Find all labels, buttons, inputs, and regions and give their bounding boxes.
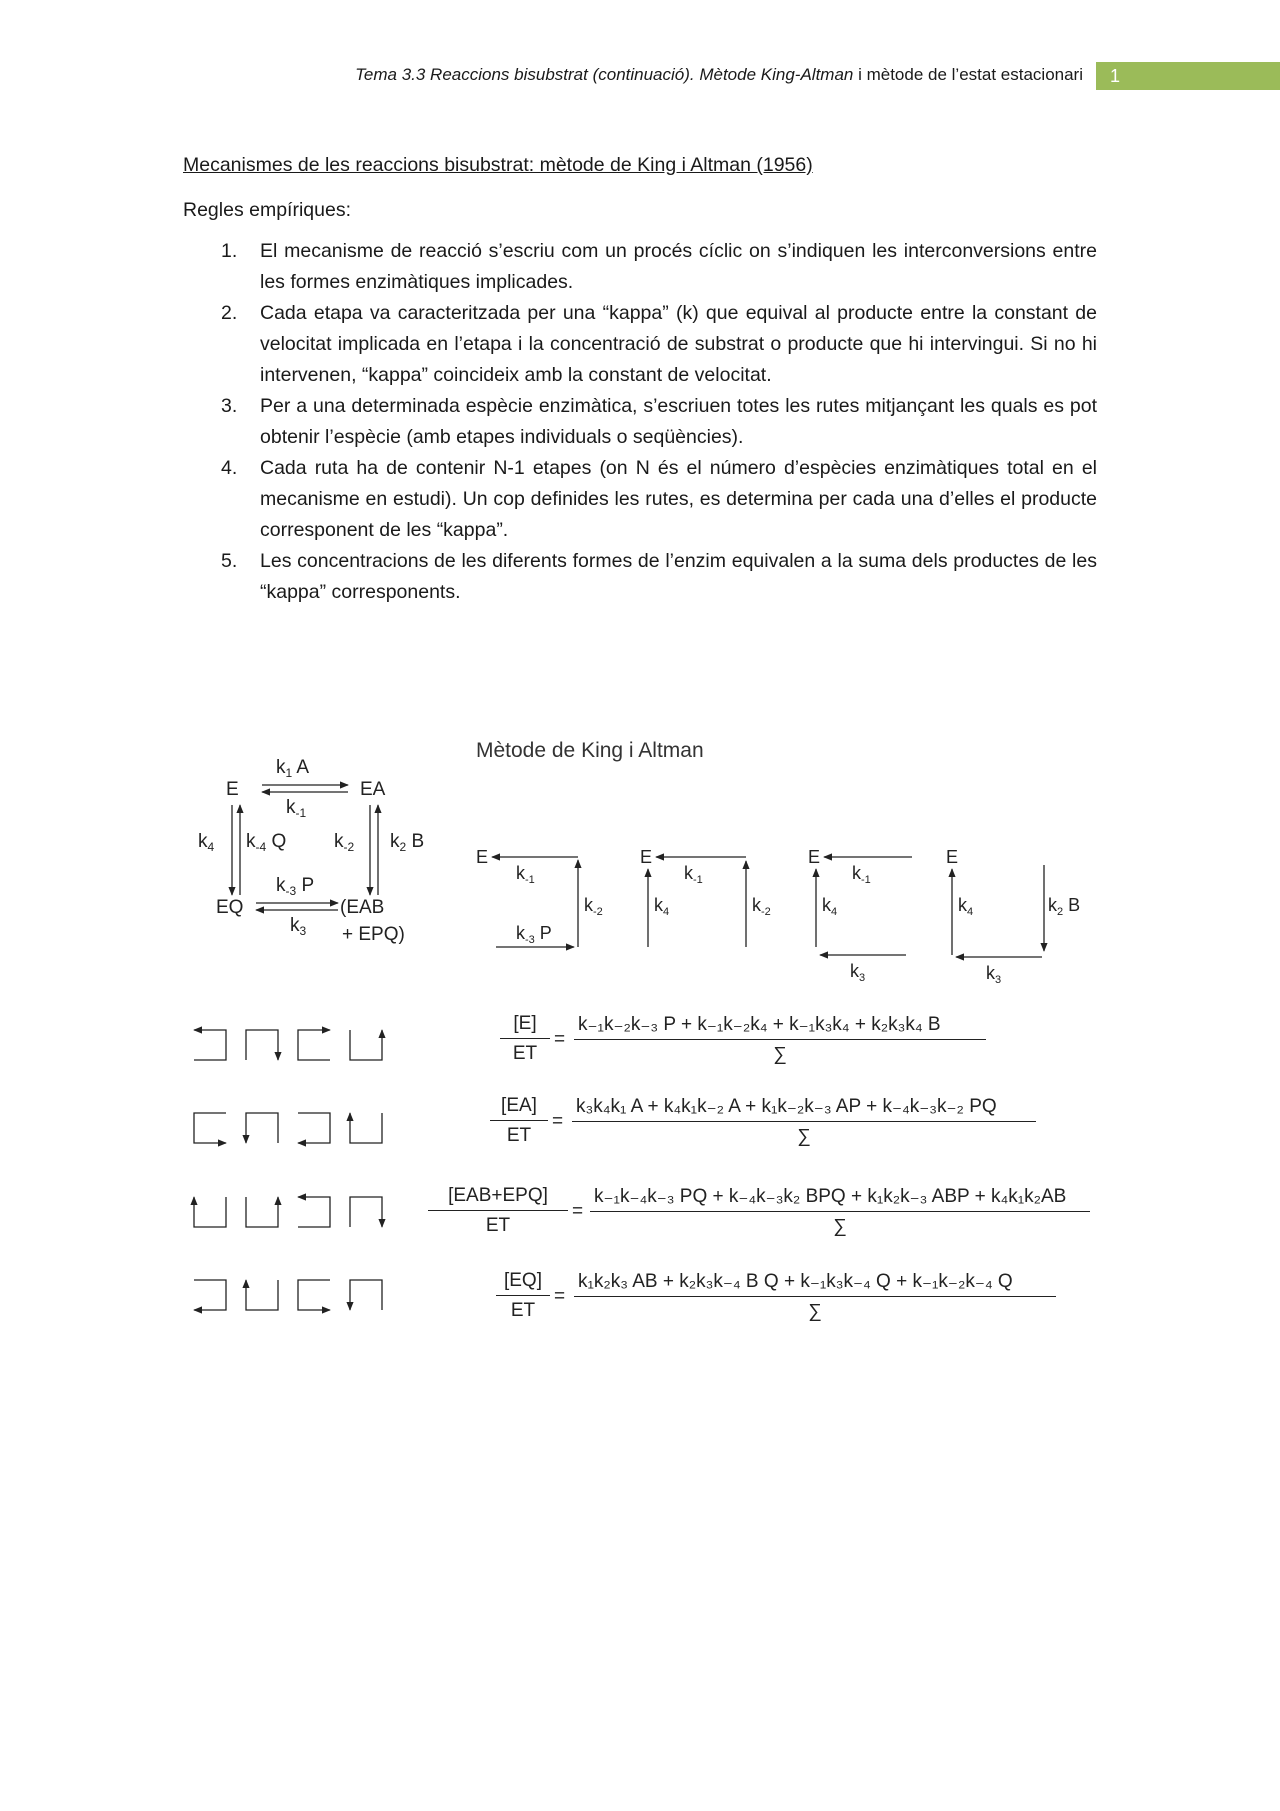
routes-to-e	[476, 847, 1080, 986]
svg-text:k-1: $k_{-1}$	[684, 863, 703, 886]
route-glyphs	[194, 1030, 382, 1310]
species-eq: EQ	[216, 897, 244, 918]
rate-label: $k_{-2}$	[334, 831, 355, 854]
rate-label: $k_{-1}$	[286, 797, 307, 820]
route-glyph-row	[194, 1113, 382, 1143]
page-number-badge: 1	[1096, 62, 1280, 90]
rule-text: El mecanisme de reacció s’escriu com un procés cíclic on s’indiquen les interconversions entre les formes enzimàtiques implicades.	[260, 240, 1097, 293]
rule-number: 3.	[221, 395, 238, 417]
equation-lhs: [E] ET	[500, 1013, 550, 1065]
rule-item	[183, 453, 1097, 546]
rate-label: $k_4$	[198, 831, 215, 854]
svg-text:k2 B: $k_2$ B	[1048, 895, 1081, 918]
king-altman-figure: Mètode de King i Altman E EA EQ (EAB + EPQ) $k_1$ A $k_{-1}$ $k_4$ $k_{-4}$ Q $k_{-2}$ $k_2$ B $k_{-3}$ P $k_3$ E $k_{-1}$ $k_{-2}$ $k_{-3}$ P E $k_{-1}$ $k_4$ $k_{-2}$ E $k_{-1}$ $k_4$ $k_3$ E $k_4$ $k_2$ B $k_3$ [E] ET = k₋₁k₋₂k₋₃ P + k₋₁k₋₂k₄ + k₋₁k₃k₄ + k₂k₃k₄ B ∑ [EA] ET = k₃k₄k₁ A + k₄k₁k₋₂ A + k₁k₋₂k₋₃ AP + k₋₄k₋₃k₋₂ PQ ∑ [EAB+EPQ] ET = k₋₁k₋₄k₋₃ PQ + k₋₄k₋₃k₂ BPQ + k₁k₂k₋₃ ABP + k₄k₁k₂AB ∑ [EQ] ET = k₁k₂k₃ AB + k₂k₃k₋₄ B Q + k₋₁k₃k₋₄ Q + k₋₁k₋₂k₋₄ Q ∑	[190, 735, 1090, 1355]
svg-text:k3: $k_3$	[986, 963, 1002, 986]
rule-text: Les concentracions de les diferents formes de l’enzim equivalen a la suma dels productes de les “kappa” corresponents.	[260, 550, 1097, 603]
svg-text:k-1: $k_{-1}$	[852, 863, 871, 886]
rule-text: Per a una determinada espècie enzimàtica, s’escriuen totes les rutes mitjançant les quals es pot obtenir l’espècie (amb etapes individuals o seqüències).	[260, 395, 1097, 448]
section-title: Mecanismes de les reaccions bisubstrat: mètode de King i Altman (1956)	[183, 154, 813, 176]
rule-number: 5.	[221, 550, 238, 572]
svg-text:E: E	[808, 847, 821, 867]
species-eab: (EAB	[340, 897, 385, 918]
header-title-rest: i mètode de l’estat estacionari	[853, 65, 1083, 84]
species-ea: EA	[360, 779, 386, 800]
svg-text:k-2: $k_{-2}$	[584, 895, 603, 918]
route-diagram	[476, 847, 603, 947]
svg-text:k-2: $k_{-2}$	[752, 895, 771, 918]
equation-lhs: [EAB+EPQ] ET	[428, 1185, 568, 1237]
rate-label: $k_1$ A	[276, 757, 310, 780]
rate-label: $k_{-3}$ P	[276, 875, 315, 898]
rule-number: 2.	[221, 302, 238, 324]
equation-rhs: k₁k₂k₃ AB + k₂k₃k₋₄ B Q + k₋₁k₃k₋₄ Q + k₋₁k₋₂k₋₄ Q ∑	[574, 1270, 1056, 1323]
equation-rhs: k₋₁k₋₄k₋₃ PQ + k₋₄k₋₃k₂ BPQ + k₁k₂k₋₃ ABP + k₄k₁k₂AB ∑	[590, 1185, 1090, 1238]
species-e: E	[226, 779, 239, 800]
rule-item	[183, 236, 1097, 298]
header-title-italic: Tema 3.3 Reaccions bisubstrat (continuació). Mètode King-Altman	[355, 65, 854, 84]
svg-text:k-1: $k_{-1}$	[516, 863, 535, 886]
rule-item	[183, 298, 1097, 391]
rule-text: Cada ruta ha de contenir N-1 etapes (on N és el número d’espècies enzimàtiques total en el mecanisme en estudi). Un cop definides les rutes, es determina per cada una d’elles el producte corresponent de les “kappa”.	[260, 457, 1097, 541]
rate-label: $k_2$ B	[390, 831, 425, 854]
header-title	[355, 65, 1083, 85]
reaction-cycle	[198, 757, 424, 945]
species-epq: + EPQ)	[342, 924, 405, 945]
equation-lhs: [EQ] ET	[496, 1270, 550, 1322]
document-body	[183, 150, 1097, 608]
svg-text:k4: $k_4$	[958, 895, 974, 918]
rule-item	[183, 546, 1097, 608]
rule-item	[183, 391, 1097, 453]
figure-title: Mètode de King i Altman	[476, 739, 704, 762]
rate-label: $k_3$	[290, 915, 307, 938]
route-diagram	[946, 847, 1080, 986]
svg-text:E: E	[476, 847, 489, 867]
route-diagram	[640, 847, 771, 947]
route-glyph-row	[194, 1280, 382, 1310]
svg-text:k3: $k_3$	[850, 961, 866, 984]
rate-label: $k_{-4}$ Q	[246, 831, 287, 854]
section-subtitle: Regles empíriques:	[183, 199, 351, 221]
route-glyph-row	[194, 1197, 382, 1227]
svg-text:k-3 P: $k_{-3}$ P	[516, 923, 552, 946]
equation-lhs: [EA] ET	[490, 1095, 548, 1147]
rules-list	[183, 236, 1097, 608]
equation-rhs: k₃k₄k₁ A + k₄k₁k₋₂ A + k₁k₋₂k₋₃ AP + k₋₄k₋₃k₋₂ PQ ∑	[572, 1095, 1036, 1148]
page-header	[0, 62, 1280, 92]
route-glyph-row	[194, 1030, 382, 1060]
rule-number: 1.	[221, 240, 238, 262]
svg-text:k4: $k_4$	[822, 895, 838, 918]
route-diagram	[808, 847, 912, 984]
rule-text: Cada etapa va caracteritzada per una “kappa” (k) que equival al producte entre la constant de velocitat implicada en l’etapa i la concentració de substrat o producte que hi intervingui. Si no hi intervenen, “kappa” coincideix amb la constant de velocitat.	[260, 302, 1097, 386]
svg-text:E: E	[640, 847, 653, 867]
equation-rhs: k₋₁k₋₂k₋₃ P + k₋₁k₋₂k₄ + k₋₁k₃k₄ + k₂k₃k₄ B ∑	[574, 1013, 986, 1066]
svg-text:k4: $k_4$	[654, 895, 670, 918]
svg-text:E: E	[946, 847, 959, 867]
rule-number: 4.	[221, 457, 238, 479]
